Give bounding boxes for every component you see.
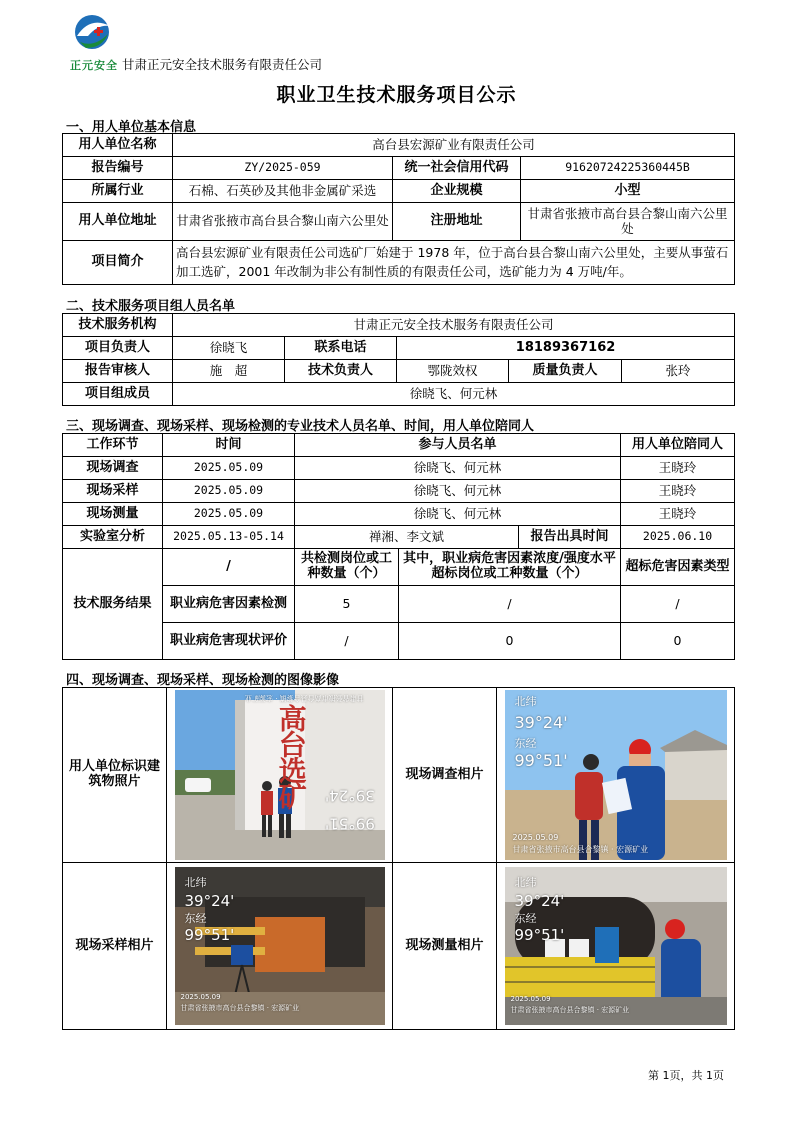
stage-cell: 现场调查 (63, 457, 163, 480)
header-date: 时间 (163, 434, 295, 457)
org-label: 技术服务机构 (63, 314, 173, 337)
photo-cell-survey (497, 688, 735, 863)
sampling-photo (175, 867, 385, 1025)
lab-stage-cell: 实验室分析 (63, 526, 163, 549)
result-row1-type: / (621, 586, 735, 623)
people-cell: 徐晓飞、何元林 (295, 503, 621, 526)
escort-cell: 王晓玲 (621, 503, 735, 526)
lab-date-cell: 2025.05.13-05.14 (163, 526, 295, 549)
table-row (63, 526, 735, 549)
measure-lon-label: 东经 (514, 912, 537, 925)
survey-date: 2025.05.09 (512, 833, 559, 842)
table-row (63, 623, 735, 660)
scale-value: 小型 (521, 180, 735, 203)
result-head-type: 超标危害因素类型 (621, 549, 735, 586)
measure-lon: 99°51' (514, 926, 565, 944)
industry-value: 石棉、石英砂及其他非金属矿采选 (173, 180, 393, 203)
photo-label-building: 用人单位标识建筑物照片 (63, 688, 167, 863)
photo-cell-sampling (167, 863, 393, 1030)
page-footer: 第 1页，共 1页 (648, 1069, 724, 1082)
basic-info-table (62, 133, 735, 285)
result-row2-label: 职业病危害现状评价 (163, 623, 295, 660)
building-location-caption: 甘肃省张掖市高台县合黎镇 · 宏源矿业 (244, 694, 364, 703)
survey-lon: 99°51' (514, 751, 568, 770)
reviewer-label: 报告审核人 (63, 360, 173, 383)
sampling-lat: 39°24' (184, 892, 235, 910)
scale-label: 企业规模 (393, 180, 521, 203)
team-table (62, 313, 735, 406)
measure-lat-label: 北纬 (514, 876, 537, 889)
reviewer-value: 施 超 (173, 360, 285, 383)
escort-cell: 王晓玲 (621, 480, 735, 503)
leader-value: 徐晓飞 (173, 337, 285, 360)
header-company-name: 甘肃正元安全技术服务有限责任公司 (122, 57, 323, 72)
sampling-lon-label: 东经 (184, 912, 207, 925)
photo-table (62, 687, 735, 1030)
measure-date: 2025.05.09 (510, 995, 551, 1003)
result-row1-count: 5 (295, 586, 399, 623)
measure-location-caption: 甘肃省张掖市高台县合黎镇 · 宏源矿业 (510, 1006, 630, 1014)
phone-value: 18189367162 (397, 337, 735, 360)
photo-cell-building (167, 688, 393, 863)
sampling-date: 2025.05.09 (180, 993, 221, 1001)
photo-label-measure: 现场测量相片 (393, 863, 497, 1030)
photo-label-sampling: 现场采样相片 (63, 863, 167, 1030)
result-row2-exceed: 0 (399, 623, 621, 660)
intro-value: 高台县宏源矿业有限责任公司选矿厂始建于 1978 年，位于高台县合黎山南六公里处，主要从事萤石加工选矿，2001 年改制为非公有制性质的有限责任公司，选矿能力为 4 万吨/年。 (173, 241, 735, 285)
sampling-location-caption: 甘肃省张掖市高台县合黎镇 · 宏源矿业 (180, 1004, 300, 1012)
survey-location-caption: 甘肃省张掖市高台县合黎镇 · 宏源矿业 (512, 845, 649, 854)
result-head-exceed: 其中，职业病危害因素浓度/强度水平超标岗位或工种数量（个） (399, 549, 621, 586)
unit-name-value: 高台县宏源矿业有限责任公司 (173, 134, 735, 157)
page-header (68, 12, 468, 74)
table-row (63, 480, 735, 503)
address-value: 甘肃省张掖市高台县合黎山南六公里处 (173, 203, 393, 241)
people-cell: 徐晓飞、何元林 (295, 457, 621, 480)
members-value: 徐晓飞、何元林 (173, 383, 735, 406)
date-cell: 2025.05.09 (163, 503, 295, 526)
intro-label: 项目简介 (63, 241, 173, 285)
logo-text: 正元安全 (70, 59, 118, 72)
photo-label-survey: 现场调查相片 (393, 688, 497, 863)
photo-cell-measure (497, 863, 735, 1030)
header-escort: 用人单位陪同人 (621, 434, 735, 457)
address-label: 用人单位地址 (63, 203, 173, 241)
stage-cell: 现场采样 (63, 480, 163, 503)
result-row1-exceed: / (399, 586, 621, 623)
escort-cell: 王晓玲 (621, 457, 735, 480)
date-cell: 2025.05.09 (163, 480, 295, 503)
result-head-count: 共检测岗位或工种数量（个） (295, 549, 399, 586)
section2-heading: 二、技术服务项目组人员名单 (66, 299, 236, 314)
survey-lat-label: 北纬 (514, 695, 537, 708)
table-row (63, 457, 735, 480)
section4-heading: 四、现场调查、现场采样、现场检测的图像影像 (66, 673, 340, 688)
report-no-value: ZY/2025-059 (173, 157, 393, 180)
leader-label: 项目负责人 (63, 337, 173, 360)
phone-label: 联系电话 (285, 337, 397, 360)
fieldwork-table (62, 433, 735, 660)
unit-name-label: 用人单位名称 (63, 134, 173, 157)
lab-people-cell: 禅湘、李文斌 (295, 526, 519, 549)
report-date-value: 2025.06.10 (621, 526, 735, 549)
survey-lat: 39°24' (514, 713, 568, 732)
section3-heading: 三、现场调查、现场采样、现场检测的专业技术人员名单、时间，用人单位陪同人 (66, 419, 535, 434)
report-no-label: 报告编号 (63, 157, 173, 180)
quality-value: 张玲 (622, 360, 735, 383)
people-cell: 徐晓飞、何元林 (295, 480, 621, 503)
tech-value: 鄂陇效权 (397, 360, 509, 383)
date-cell: 2025.05.09 (163, 457, 295, 480)
building-lon: 99°51' (324, 814, 375, 833)
stage-cell: 现场测量 (63, 503, 163, 526)
building-lat: 39°24' (324, 786, 375, 805)
sampling-lon: 99°51' (184, 926, 235, 944)
tech-label: 技术负责人 (285, 360, 397, 383)
org-value: 甘肃正元安全技术服务有限责任公司 (173, 314, 735, 337)
survey-lon-label: 东经 (514, 737, 537, 750)
header-stage: 工作环节 (63, 434, 163, 457)
members-label: 项目组成员 (63, 383, 173, 406)
quality-label: 质量负责人 (509, 360, 622, 383)
table-row (63, 503, 735, 526)
header-people: 参与人员名单 (295, 434, 621, 457)
credit-code-label: 统一社会信用代码 (393, 157, 521, 180)
measure-photo (505, 867, 727, 1025)
sampling-lat-label: 北纬 (184, 876, 207, 889)
result-row2-count: / (295, 623, 399, 660)
reg-address-value: 甘肃省张掖市高台县合黎山南六公里处 (521, 203, 735, 241)
page-title: 职业卫生技术服务项目公示 (276, 84, 517, 106)
reg-address-label: 注册地址 (393, 203, 521, 241)
result-row2-type: 0 (621, 623, 735, 660)
industry-label: 所属行业 (63, 180, 173, 203)
building-sign: 高台选矿 (274, 704, 308, 808)
result-label: 技术服务结果 (63, 549, 163, 660)
survey-photo (505, 690, 727, 860)
result-head-slash: / (163, 549, 295, 586)
table-row (63, 586, 735, 623)
measure-lat: 39°24' (514, 892, 565, 910)
section1-heading: 一、用人单位基本信息 (66, 120, 197, 135)
report-date-label: 报告出具时间 (519, 526, 621, 549)
result-row1-label: 职业病危害因素检测 (163, 586, 295, 623)
company-logo-icon (68, 12, 120, 74)
credit-code-value: 91620724225360445B (521, 157, 735, 180)
building-photo (175, 690, 385, 860)
